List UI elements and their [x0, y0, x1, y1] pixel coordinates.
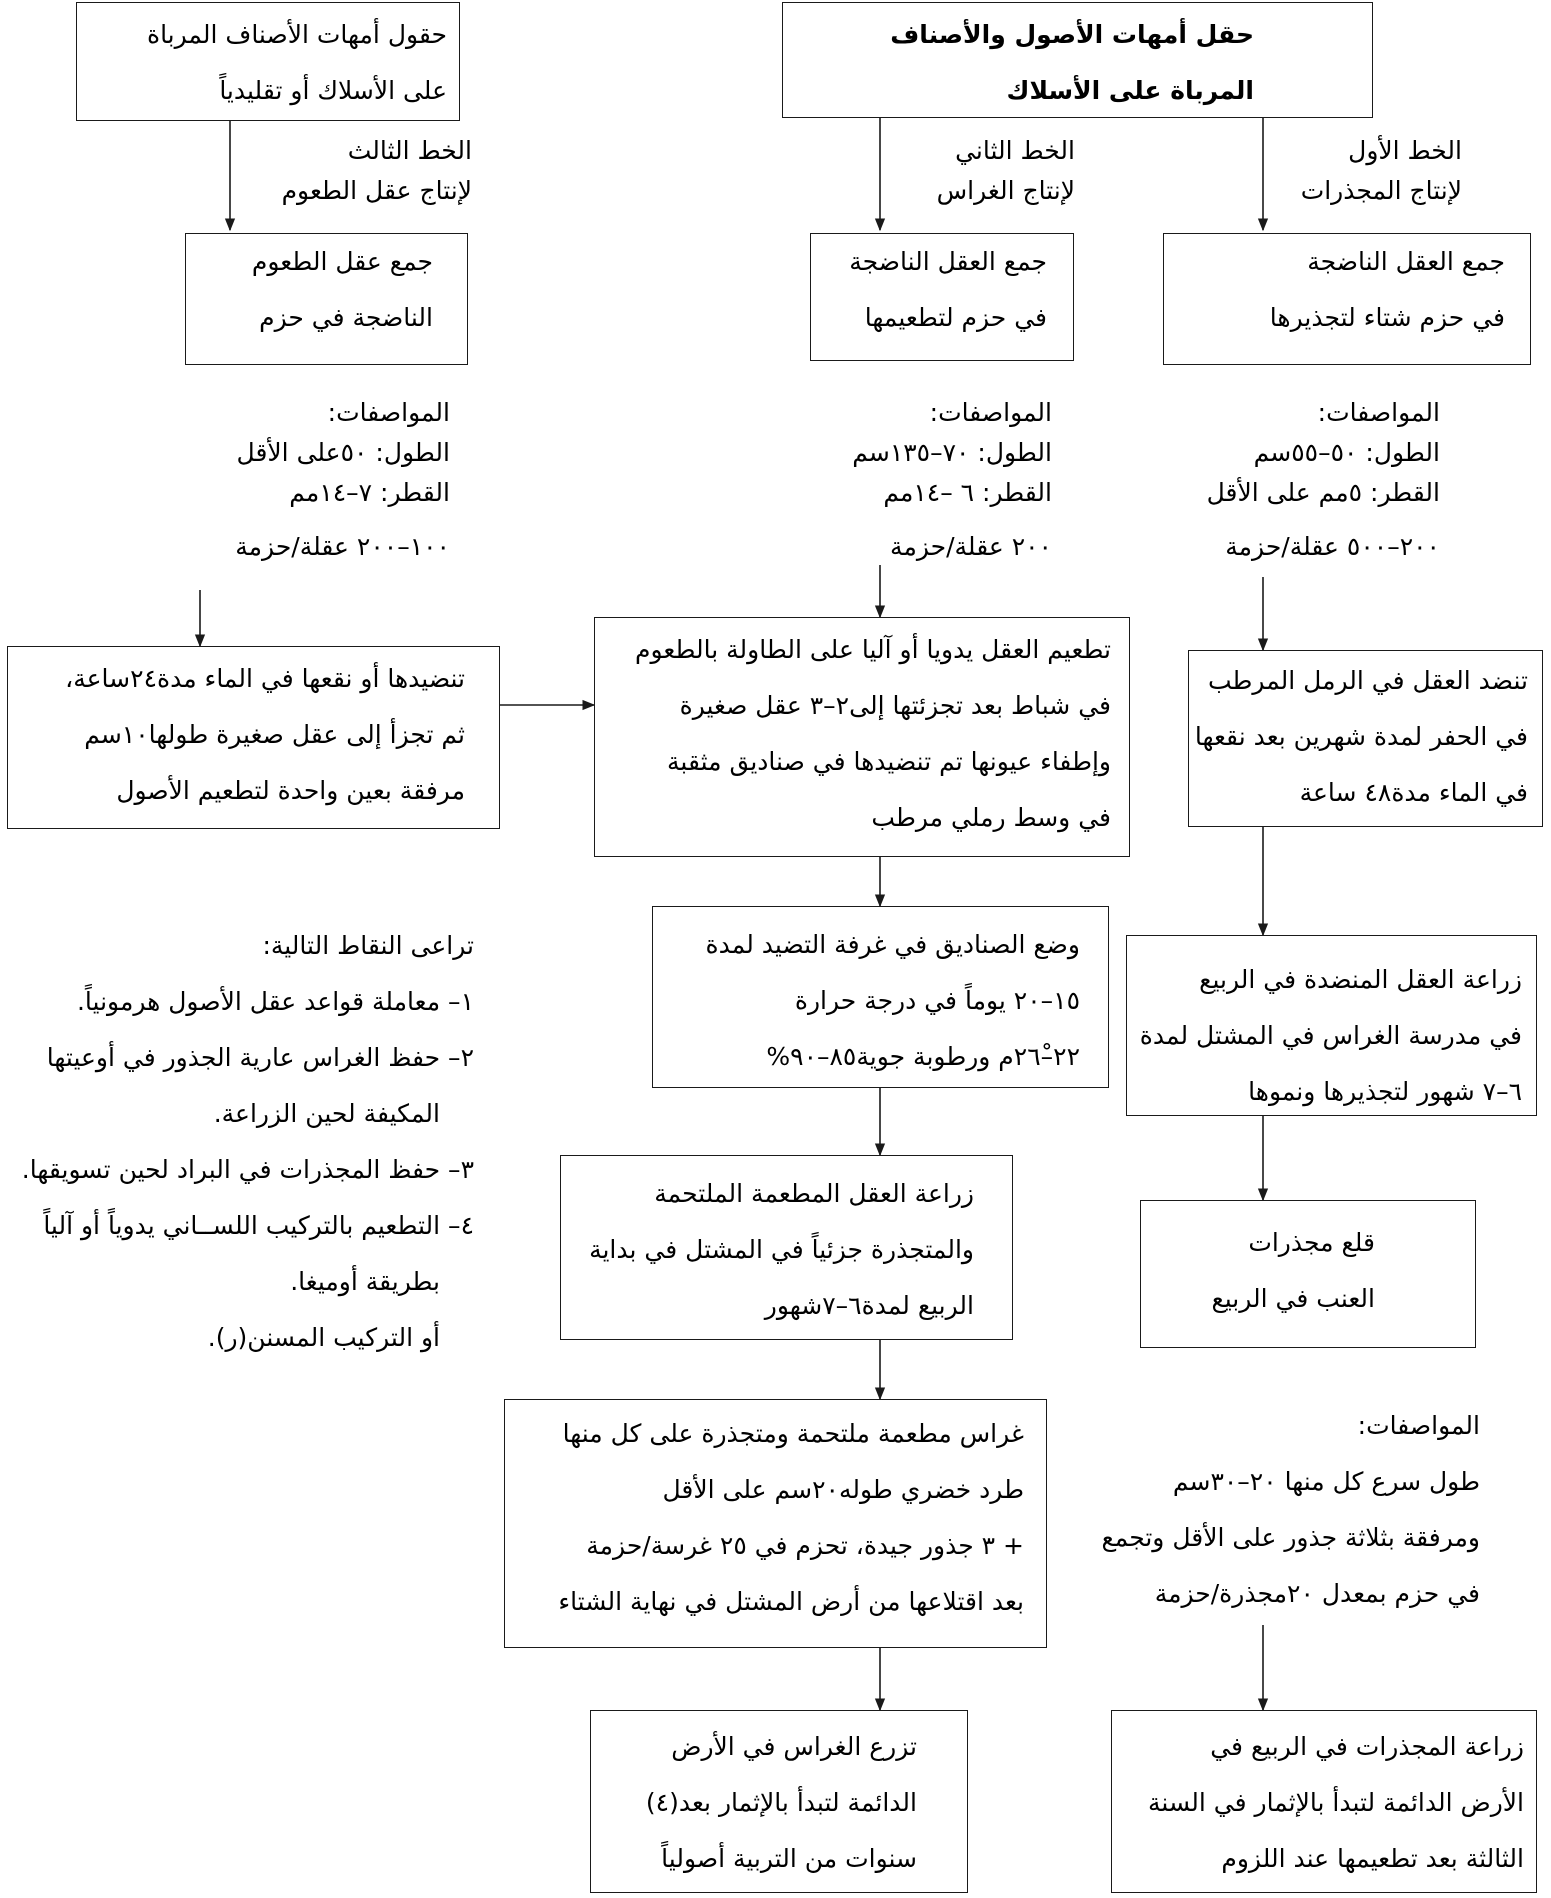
line3-title: الخط الثالث: [347, 136, 472, 165]
seedling2-box: [504, 1399, 1047, 1648]
spec3-text: [190, 393, 450, 567]
top-main-line-2: المرباة على الأسلاك: [1006, 76, 1254, 105]
spec1-line-4: ٢٠٠–٥٠٠ عقلة/حزمة: [1225, 532, 1440, 561]
top-main-box: [782, 2, 1373, 118]
spec-final1-line-3: ومرفقة بثلاثة جذور على الأقل وتجمع: [1101, 1523, 1480, 1552]
seedling2-line-2: طرد خضري طوله٢٠سم على الأقل: [662, 1475, 1024, 1504]
stratify1-line-1: تنضد العقل في الرمل المرطب: [1207, 666, 1528, 695]
room2-line-3: ٢٢–٢٦ْم ورطوبة جوية٨٥–٩٠%: [766, 1042, 1080, 1071]
collect2-box: [810, 233, 1074, 361]
spec-final1-line-2: طول سرع كل منها ٢٠–٣٠سم: [1172, 1467, 1480, 1496]
collect1-line-1: جمع العقل الناضجة: [1307, 247, 1505, 276]
notes-line-6: ٤– التطعيم بالتركيب اللســاني يدوياً أو آلياً: [43, 1211, 474, 1240]
spec3-line-2: الطول: ٥٠على الأقل: [236, 438, 450, 467]
top-left-box: [76, 2, 460, 121]
graft2-line-4: في وسط رملي مرطب: [871, 803, 1111, 832]
collect3-box: [185, 233, 468, 365]
spec2-line-4: ٢٠٠ عقلة/حزمة: [890, 532, 1052, 561]
spec1-text: [1150, 393, 1440, 567]
seedling2-line-4: بعد اقتلاعها من أرض المشتل في نهاية الشتاء: [558, 1587, 1024, 1616]
line2-subtitle: لإنتاج الغراس: [936, 176, 1075, 205]
spec3-line-1: المواصفات:: [327, 398, 450, 427]
room2-line-1: وضع الصناديق في غرفة التضيد لمدة: [705, 930, 1080, 959]
final1-line-1: زراعة المجذرات في الربيع في: [1210, 1732, 1524, 1761]
notes-line-7: بطريقة أوميغا.: [290, 1267, 440, 1296]
graft2-line-1: تطعيم العقل يدويا أو آليا على الطاولة بالطعوم: [635, 635, 1111, 664]
collect1-line-2: في حزم شتاء لتجذيرها: [1269, 303, 1505, 332]
spec-final1-text: [1050, 1398, 1480, 1622]
collect1-box: [1163, 233, 1531, 365]
spec-final1-line-1: المواصفات:: [1357, 1411, 1480, 1440]
notes-text: [0, 918, 474, 1366]
room2-box: [652, 906, 1109, 1088]
graft2-line-2: في شباط بعد تجزئتها إلى٢–٣ عقل صغيرة: [679, 691, 1111, 720]
line1-subtitle: لإنتاج المجذرات: [1300, 176, 1462, 205]
stratify1-line-2: في الحفر لمدة شهرين بعد نقعها: [1194, 722, 1528, 751]
line3-label: [250, 131, 472, 211]
prep3-line-2: ثم تجزأ إلى عقل صغيرة طولها١٠سم: [84, 720, 465, 749]
spec1-line-2: الطول: ٥٠–٥٥سم: [1253, 438, 1440, 467]
seedling2-line-3: + ٣ جذور جيدة، تحزم في ٢٥ غرسة/حزمة: [586, 1531, 1024, 1560]
final1-box: [1111, 1710, 1537, 1893]
final1-line-2: الأرض الدائمة لتبدأ بالإثمار في السنة: [1148, 1788, 1524, 1817]
stratify1-line-3: في الماء مدة٤٨ ساعة: [1299, 778, 1528, 807]
collect2-line-2: في حزم لتطعيمها: [864, 303, 1047, 332]
top-main-line-1: حقل أمهات الأصول والأصناف: [890, 20, 1254, 49]
graft2-box: [594, 617, 1130, 857]
collect2-line-1: جمع العقل الناضجة: [849, 247, 1047, 276]
line3-subtitle: لإنتاج عقل الطعوم: [281, 176, 472, 205]
spec2-line-3: القطر: ٦ –١٤مم: [883, 478, 1052, 507]
spec3-line-3: القطر: ٧–١٤مم: [289, 478, 450, 507]
line2-title: الخط الثاني: [955, 136, 1075, 165]
spec-final1-line-4: في حزم بمعدل ٢٠مجذرة/حزمة: [1154, 1579, 1480, 1608]
final2-line-1: تزرع الغراس في الأرض: [671, 1732, 917, 1761]
graft2-line-3: وإطفاء عيونها تم تنضيدها في صناديق مثقبة: [667, 747, 1111, 776]
line2-label: [880, 131, 1075, 211]
uproot1-line-2: العنب في الربيع: [1211, 1284, 1375, 1313]
final1-line-3: الثالثة بعد تطعيمها عند اللزوم: [1221, 1844, 1524, 1873]
top-left-line-1: حقول أمهات الأصناف المرباة: [146, 20, 447, 49]
spec2-line-2: الطول: ٧٠–١٣٥سم: [852, 438, 1052, 467]
notes-line-1: تراعى النقاط التالية:: [262, 931, 474, 960]
final2-box: [590, 1710, 968, 1893]
prep3-line-3: مرفقة بعين واحدة لتطعيم الأصول: [116, 776, 465, 805]
notes-line-2: ١– معاملة قواعد عقل الأصول هرمونياً.: [76, 987, 474, 1016]
notes-line-4: المكيفة لحين الزراعة.: [213, 1099, 440, 1128]
collect3-line-1: جمع عقل الطعوم: [251, 247, 433, 276]
prep3-line-1: تنضيدها أو نقعها في الماء مدة٢٤ساعة،: [65, 664, 465, 693]
line1-title: الخط الأول: [1348, 136, 1462, 165]
room2-line-2: ١٥–٢٠ يوماً في درجة حرارة: [794, 986, 1080, 1015]
spec3-line-4: ١٠٠–٢٠٠ عقلة/حزمة: [235, 532, 450, 561]
plant1-line-3: ٦–٧ شهور لتجذيرها ونموها: [1248, 1077, 1522, 1106]
notes-line-3: ٢– حفظ الغراس عارية الجذور في أوعيتها: [46, 1043, 474, 1072]
plant2-line-1: زراعة العقل المطعمة الملتحمة: [654, 1179, 974, 1208]
top-left-line-2: على الأسلاك أو تقليدياً: [219, 76, 447, 105]
plant1-line-2: في مدرسة الغراس في المشتل لمدة: [1139, 1021, 1522, 1050]
stratify1-box: [1188, 650, 1543, 827]
final2-line-3: سنوات من التربية أصولياً: [661, 1844, 917, 1873]
notes-line-8: أو التركيب المسنن(ر).: [207, 1323, 440, 1352]
uproot1-line-1: قلع مجذرات: [1248, 1228, 1375, 1257]
notes-line-5: ٣– حفظ المجذرات في البراد لحين تسويقها.: [21, 1155, 474, 1184]
collect3-line-2: الناضجة في حزم: [259, 303, 433, 332]
spec1-line-3: القطر: ٥مم على الأقل: [1206, 478, 1440, 507]
plant1-line-1: زراعة العقل المنضدة في الربيع: [1199, 965, 1522, 994]
spec1-line-1: المواصفات:: [1317, 398, 1440, 427]
plant2-line-3: الربيع لمدة٦–٧شهور: [764, 1291, 974, 1320]
final2-line-2: الدائمة لتبدأ بالإثمار بعد(٤): [645, 1788, 917, 1817]
prep3-box: [7, 646, 500, 829]
spec2-line-1: المواصفات:: [929, 398, 1052, 427]
uproot1-box: [1140, 1200, 1476, 1348]
line1-label: [1250, 131, 1462, 211]
plant1-box: [1126, 935, 1537, 1116]
spec2-text: [790, 393, 1052, 567]
plant2-line-2: والمتجذرة جزئياً في المشتل في بداية: [589, 1235, 974, 1264]
plant2-box: [560, 1155, 1013, 1340]
seedling2-line-1: غراس مطعمة ملتحمة ومتجذرة على كل منها: [562, 1419, 1024, 1448]
